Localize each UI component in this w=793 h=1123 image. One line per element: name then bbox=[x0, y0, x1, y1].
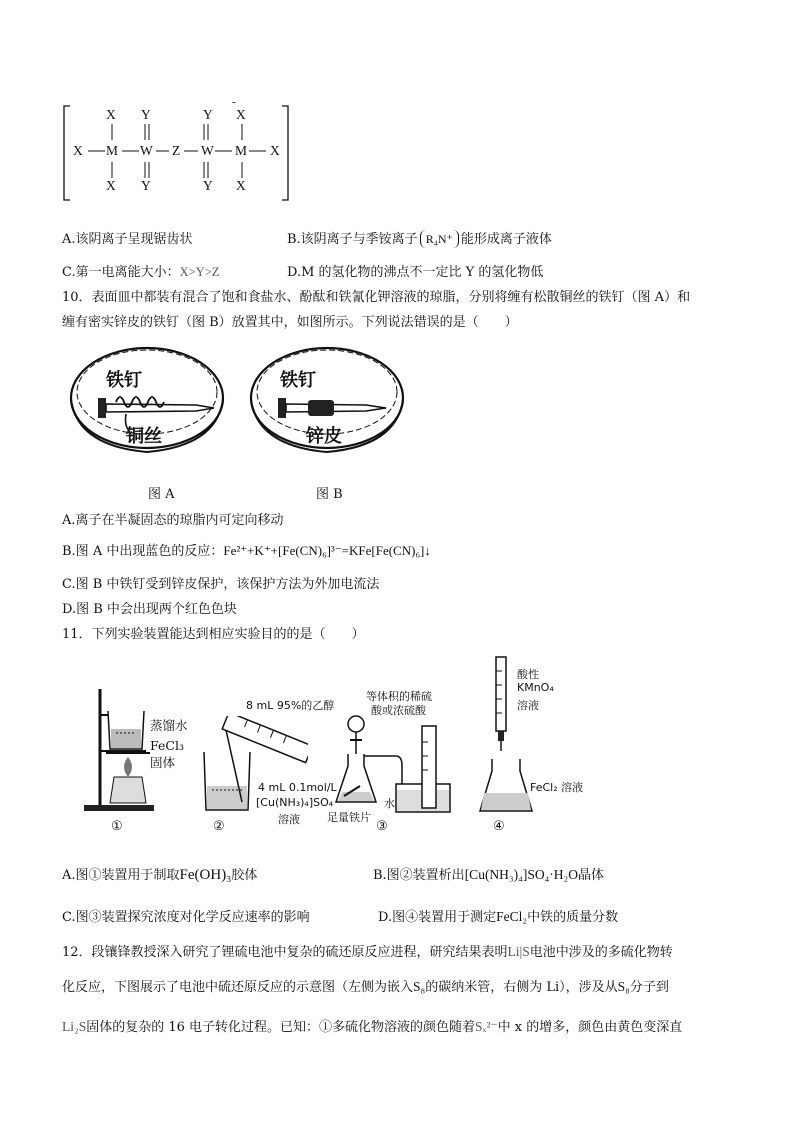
q11-option-d-formula: FeCl₂ bbox=[496, 909, 528, 924]
q12-line1-pre: 12．段镶锋教授深入研究了锂硫电池中复杂的硫还原反应进程，研究结果表明 bbox=[62, 945, 508, 960]
left-bracket bbox=[64, 106, 70, 200]
atom-mid-6: M bbox=[235, 143, 248, 158]
q10-stem-line2: 缠有密实锌皮的铁钉（图 B）放置其中，如图所示。下列说法错误的是（ ） bbox=[62, 315, 518, 330]
atom-mid-5: W bbox=[201, 143, 214, 158]
q11-option-a-pre: A.图①装置用于制取 bbox=[62, 868, 180, 883]
q11-option-b-post: 晶体 bbox=[578, 868, 605, 883]
fig-b-label-zinc: 锌皮 bbox=[306, 426, 342, 447]
q9-option-d: D.M 的氢化物的沸点不一定比 Y 的氢化物低 bbox=[287, 265, 544, 280]
fig-a-label-wire: 铜丝 bbox=[126, 426, 162, 447]
q10-option-b-pre: B.图 A 中出现蓝色的反应： bbox=[62, 544, 224, 559]
q9-option-b bbox=[287, 228, 552, 247]
q10-option-d: D.图 B 中会出现两个红色色块 bbox=[62, 602, 237, 617]
q12-line3-pre: 固体的复杂的 16 电子转化过程。已知：①多硫化物溶液的颜色随着 bbox=[86, 1020, 476, 1035]
q9-option-b-post: 能形成离子液体 bbox=[460, 232, 552, 247]
q11-option-d-post: 中铁的质量分数 bbox=[527, 910, 619, 925]
app1-number: ① bbox=[111, 819, 123, 834]
caption-figure-b: 图 B bbox=[316, 487, 343, 502]
nail-head-b bbox=[278, 398, 286, 418]
app2-label-ethanol: 8 mL 95%的乙醇 bbox=[246, 699, 335, 712]
q12-line2-formula-2: S₈ bbox=[617, 979, 630, 994]
atom-mid-7: X bbox=[270, 143, 280, 158]
q11-option-a bbox=[62, 864, 257, 884]
q12-line3-post: 中 x 的增多，颜色由黄色变深直 bbox=[497, 1020, 683, 1035]
q12-line2-mid: 的碳纳米管，右侧为 Li），涉及从 bbox=[425, 980, 618, 995]
q11-option-d bbox=[378, 906, 618, 925]
q12-line1-formula: Li|S bbox=[507, 944, 530, 959]
q10-option-b-formula: Fe²⁺+K⁺+[Fe(CN)₆]³⁻=KFe[Fe(CN)₆]↓ bbox=[223, 543, 431, 558]
app2-label-solution: 溶液 bbox=[278, 813, 300, 826]
q11-option-d-pre: D.图④装置用于测定 bbox=[378, 910, 497, 925]
q9-option-b-formula: R₄N⁺ bbox=[420, 230, 459, 248]
app4-label-fecl2: FeCl₂ 溶液 bbox=[530, 781, 584, 794]
app4-label-acidic: 酸性 bbox=[517, 668, 539, 681]
app4-label-kmno4: KMnO₄ bbox=[517, 681, 554, 694]
app3-number: ③ bbox=[376, 819, 388, 834]
apparatus-3 bbox=[330, 706, 460, 816]
nail-body-a bbox=[106, 404, 214, 412]
nail-head-a bbox=[98, 398, 106, 418]
app4-label-solution: 溶液 bbox=[517, 699, 539, 712]
fig-a-label-nail: 铁钉 bbox=[106, 370, 142, 391]
app2-number: ② bbox=[213, 819, 225, 834]
q10-stem-line1: 10．表面皿中都装有混合了饱和食盐水、酚酞和铁氰化钾溶液的琼脂，分别将缠有松散铜丝的铁钉（图 A）和 bbox=[62, 290, 691, 305]
q11-option-c: C.图③装置探究浓度对化学反应速率的影响 bbox=[62, 910, 310, 925]
q12-line2 bbox=[62, 976, 669, 995]
q12-line2-pre: 化反应，下图展示了电池中硫还原反应的示意图（左侧为嵌入 bbox=[62, 980, 414, 995]
q10-option-c: C.图 B 中铁钉受到锌皮保护，该保护方法为外加电流法 bbox=[62, 577, 380, 592]
q9-option-c-formula: X>Y>Z bbox=[179, 265, 220, 279]
app2-label-volume: 4 mL 0.1mol/L bbox=[258, 781, 337, 794]
anion-charge: - bbox=[232, 96, 236, 108]
q11-option-a-formula: Fe(OH)₃ bbox=[179, 867, 232, 883]
q12-line1-post: 电池中涉及的多硫化物转 bbox=[529, 945, 673, 960]
app3-label-acid-2: 酸或浓硫酸 bbox=[371, 704, 426, 717]
q12-line3-formula: Li₂S bbox=[62, 1019, 87, 1034]
atom-top-4: X bbox=[236, 107, 246, 122]
right-bracket bbox=[282, 106, 288, 200]
atom-mid-4: Z bbox=[172, 143, 181, 158]
q12-line2-formula-1: S₈ bbox=[413, 979, 426, 994]
caption-figure-a: 图 A bbox=[148, 487, 175, 502]
q11-option-a-post: 胶体 bbox=[231, 868, 258, 883]
fig-b-label-nail: 铁钉 bbox=[280, 370, 316, 391]
q12-line2-post: 分子到 bbox=[629, 980, 669, 995]
q9-option-b-pre: B.该阴离子与季铵离子 bbox=[287, 232, 418, 247]
app2-label-complex: [Cu(NH₃)₄]SO₄ bbox=[256, 796, 334, 809]
nail-body-b bbox=[286, 404, 386, 412]
app1-label-water: 蒸馏水 bbox=[150, 718, 188, 733]
q9-option-a: A.该阴离子呈现锯齿状 bbox=[62, 232, 193, 247]
q9-option-c-pre: C.第一电离能大小： bbox=[62, 265, 180, 280]
q12-line3-formula-2: Sₓ²⁻ bbox=[475, 1019, 498, 1034]
atom-mid-1: X bbox=[73, 143, 83, 158]
atom-bottom-1: X bbox=[106, 178, 116, 193]
q12-line3 bbox=[62, 1016, 682, 1035]
app3-label-acid-1: 等体积的稀硫 bbox=[366, 690, 432, 703]
atom-top-3: Y bbox=[203, 107, 213, 122]
q11-stem: 11．下列实验装置能达到相应实验目的的是（ ） bbox=[62, 627, 365, 642]
app1-label-fecl3: FeCl₃ bbox=[150, 738, 184, 753]
q9-option-c bbox=[62, 261, 219, 280]
q12-line1 bbox=[62, 941, 673, 960]
atom-mid-2: M bbox=[106, 143, 119, 158]
q10-option-b bbox=[62, 540, 431, 559]
app1-label-solid: 固体 bbox=[150, 755, 176, 770]
q10-option-a: A.离子在半凝固态的琼脂内可定向移动 bbox=[62, 513, 284, 528]
atom-top-1: X bbox=[106, 107, 116, 122]
atom-top-2: Y bbox=[141, 107, 151, 122]
q11-option-b-formula: [Cu(NH₃)₄]SO₄·H₂O bbox=[464, 867, 579, 882]
atom-bottom-3: Y bbox=[203, 178, 213, 193]
app3-label-water: 水 bbox=[384, 797, 395, 810]
atom-bottom-4: X bbox=[236, 178, 246, 193]
app3-label-iron: 足量铁片 bbox=[327, 811, 371, 824]
atom-mid-3: W bbox=[140, 143, 153, 158]
app4-number: ④ bbox=[493, 819, 505, 834]
q11-option-b bbox=[373, 864, 604, 883]
q11-option-b-pre: B.图②装置析出 bbox=[373, 868, 465, 883]
zinc-sheet bbox=[308, 400, 334, 416]
atom-bottom-2: Y bbox=[141, 178, 151, 193]
